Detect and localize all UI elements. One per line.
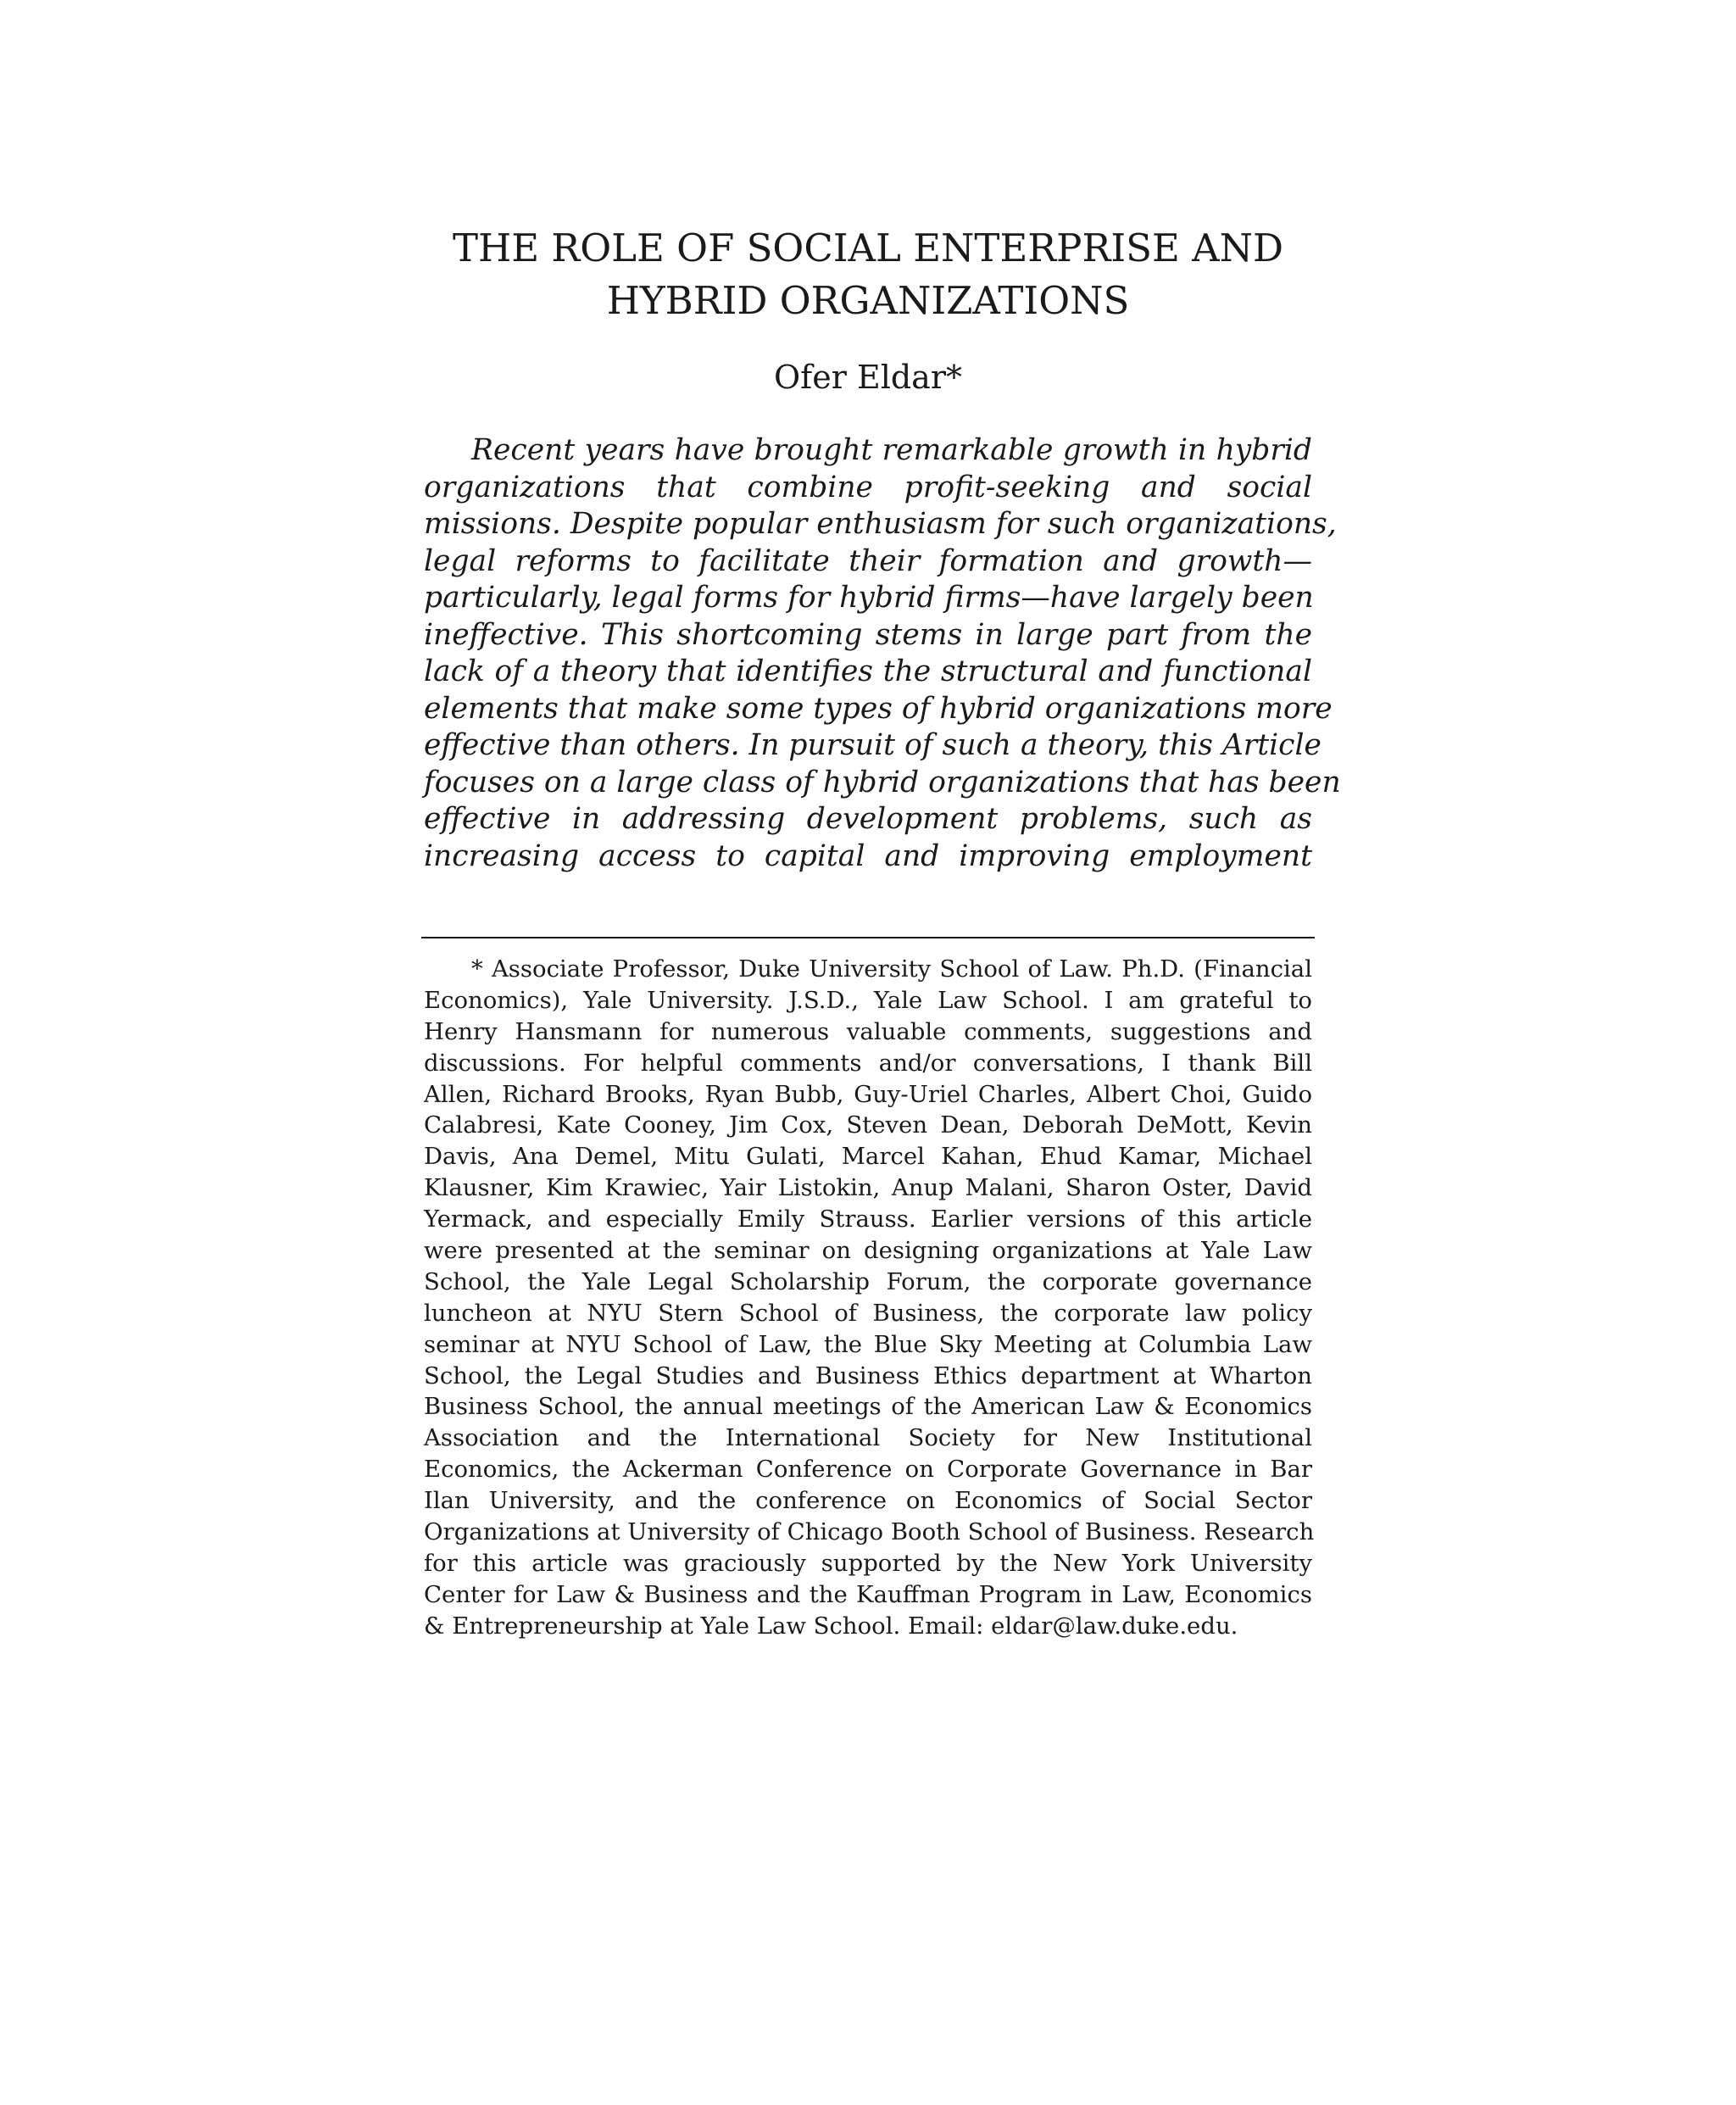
abstract <box>424 432 1341 875</box>
footnote-line: Klausner, Kim Krawiec, Yair Listokin, Anup Malani, Sharon Oster, David <box>424 1174 1312 1202</box>
footnote <box>424 954 1315 1642</box>
footnote-line: School, the Yale Legal Scholarship Forum, the corporate governance <box>424 1267 1312 1295</box>
abstract-line: increasing access to capital and improving employment <box>424 838 1312 873</box>
author-name: Ofer Eldar* <box>774 359 962 396</box>
abstract-line: missions. Despite popular enthusiasm for such organizations, <box>424 507 1337 541</box>
footnote-line: Ilan University, and the conference on Economics of Social Sector <box>424 1487 1312 1515</box>
footnote-line: Center for Law & Business and the Kauffman Program in Law, Economics <box>424 1580 1312 1608</box>
article-title <box>424 222 1312 327</box>
footnote-line: were presented at the seminar on designing organizations at Yale Law <box>424 1237 1312 1265</box>
footnote-line: School, the Legal Studies and Business Ethics department at Wharton <box>424 1362 1312 1389</box>
footnote-separator <box>421 937 1315 938</box>
footnote-line: Organizations at University of Chicago Booth School of Business. Research <box>424 1518 1315 1546</box>
footnote-line: Business School, the annual meetings of the American Law & Economics <box>424 1393 1312 1421</box>
footnote-line: for this article was graciously supported by the New York University <box>424 1549 1312 1577</box>
footnote-line: luncheon at NYU Stern School of Business, the corporate law policy <box>424 1299 1312 1327</box>
abstract-line: lack of a theory that identifies the structural and functional <box>424 654 1312 688</box>
abstract-line: Recent years have brought remarkable growth in hybrid <box>471 433 1312 467</box>
footnote-line: Economics), Yale University. J.S.D., Yale Law School. I am grateful to <box>424 986 1312 1014</box>
footnote-line: Henry Hansmann for numerous valuable comments, suggestions and <box>424 1017 1312 1045</box>
footnote-line: & Entrepreneurship at Yale Law School. Email: eldar@law.duke.edu. <box>424 1612 1238 1640</box>
footnote-line: Allen, Richard Brooks, Ryan Bubb, Guy-Uriel Charles, Albert Choi, Guido <box>424 1080 1312 1108</box>
abstract-line: effective in addressing development problems, such as <box>424 802 1312 836</box>
footnote-line: Yermack, and especially Emily Strauss. Earlier versions of this article <box>424 1206 1312 1233</box>
title-line-2: HYBRID ORGANIZATIONS <box>606 278 1130 323</box>
footnote-line: * Associate Professor, Duke University School of Law. Ph.D. (Financial <box>471 955 1312 983</box>
abstract-line: focuses on a large class of hybrid organizations that has been <box>424 765 1341 799</box>
footnote-line: discussions. For helpful comments and/or conversations, I thank Bill <box>424 1049 1312 1077</box>
footnote-line: Association and the International Society for New Institutional <box>424 1424 1312 1452</box>
footnote-line: Economics, the Ackerman Conference on Corporate Governance in Bar <box>424 1456 1312 1484</box>
abstract-line: ineffective. This shortcoming stems in large part from the <box>424 617 1312 652</box>
footnote-line: Davis, Ana Demel, Mitu Gulati, Marcel Kahan, Ehud Kamar, Michael <box>424 1143 1312 1171</box>
abstract-line: particularly, legal forms for hybrid firms—have largely been <box>424 581 1314 615</box>
title-line-1: THE ROLE OF SOCIAL ENTERPRISE AND <box>452 226 1284 270</box>
footnote-line: Calabresi, Kate Cooney, Jim Cox, Steven Dean, Deborah DeMott, Kevin <box>424 1111 1312 1139</box>
abstract-line: legal reforms to facilitate their formation and growth— <box>424 543 1312 578</box>
abstract-line: organizations that combine profit-seeking and social <box>424 470 1312 504</box>
footnote-line: seminar at NYU School of Law, the Blue Sky Meeting at Columbia Law <box>424 1330 1312 1358</box>
abstract-line: elements that make some types of hybrid organizations more <box>424 691 1333 726</box>
abstract-line: effective than others. In pursuit of such a theory, this Article <box>424 728 1321 762</box>
